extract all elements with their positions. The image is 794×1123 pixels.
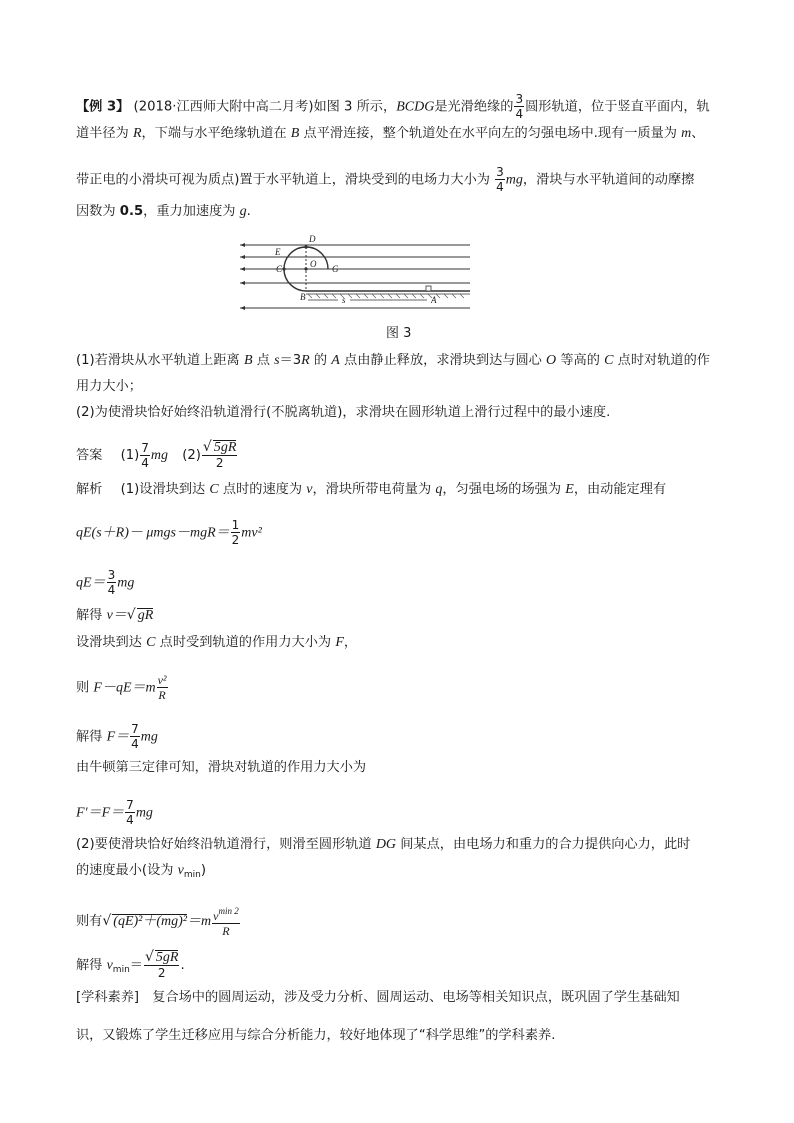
- solution-line-10: [76, 836, 690, 854]
- text: 解得: [76, 608, 107, 623]
- sqrt-sign: √: [202, 439, 212, 455]
- text: .: [246, 204, 251, 219]
- text: (2)要使滑块恰好始终沿轨道滑行，则滑至圆形轨道: [76, 837, 376, 852]
- text: (1): [120, 448, 140, 463]
- var: A: [331, 353, 340, 368]
- radicand: (qE)²＋(mg)²: [113, 914, 188, 929]
- figure-caption: 图 3: [386, 326, 412, 341]
- equation-min-speed: [76, 904, 241, 938]
- equation-right: mg: [117, 575, 135, 591]
- text: ，重力加速度为: [143, 204, 240, 219]
- var: mg: [150, 448, 169, 463]
- var: v: [213, 909, 219, 923]
- equation-force: [76, 568, 134, 597]
- numerator: 3: [496, 165, 504, 179]
- solve-F: [76, 722, 158, 751]
- superscript: min 2: [218, 906, 239, 916]
- text: 设滑块到达: [76, 635, 147, 650]
- numerator: [202, 440, 237, 456]
- text: 复合场中的圆周运动，涉及受力分析、圆周运动、电场等相关知识点，既巩固了学生基础知: [139, 990, 680, 1005]
- numerator: 7: [131, 722, 139, 736]
- literacy-line-1: [76, 989, 680, 1007]
- radicand: 5gR: [213, 440, 237, 455]
- text: 点: [252, 353, 275, 368]
- var-g: g: [239, 204, 247, 219]
- equation-left: F′＝F＝: [76, 805, 125, 821]
- text: 则: [76, 680, 94, 696]
- label-C: C: [276, 264, 283, 274]
- var: C: [146, 635, 156, 650]
- text: 点平滑连接，整个轨道处在水平向左的匀强电场中.现有一质量为: [299, 126, 682, 141]
- text: ，滑块与水平轨道间的动摩擦: [522, 172, 695, 188]
- text: 的速度最小(设为: [76, 863, 178, 878]
- denominator: R: [158, 688, 166, 702]
- answer-line: [76, 440, 238, 470]
- var-m: m: [681, 126, 692, 141]
- var: q: [435, 482, 443, 497]
- label-E: E: [275, 247, 281, 257]
- fraction-three-quarters: [514, 92, 524, 121]
- numerator: [212, 904, 240, 924]
- subscript: min: [112, 965, 130, 975]
- solution-line-1: [76, 481, 666, 499]
- equation-right: mv²: [241, 525, 262, 541]
- text: 是光滑绝缘的: [434, 99, 514, 115]
- text: ，匀强电场的场强为: [442, 482, 566, 497]
- numerator: 1: [231, 518, 240, 532]
- text: 点时对轨道的作: [613, 353, 710, 368]
- equation-left: qE(s＋R)－ μmgs－mgR＝: [76, 525, 230, 541]
- fraction: [130, 722, 140, 751]
- equation-newton3: [76, 798, 153, 827]
- var: C: [209, 482, 219, 497]
- var: mg: [140, 729, 158, 745]
- fraction: [212, 904, 240, 938]
- numerator: 7: [141, 440, 149, 455]
- denominator: R: [222, 924, 230, 938]
- literacy-line-2: 识，又锻炼了学生迁移应用与综合分析能力，较好地体现了“科学思维”的学科素养.: [76, 1028, 556, 1043]
- radicand: gR: [137, 608, 154, 623]
- sqrt-sign: √: [102, 913, 112, 929]
- fraction: [231, 518, 241, 547]
- equation-centripetal: [76, 673, 169, 702]
- text: 点时受到轨道的作用力大小为: [155, 635, 336, 650]
- fraction: [140, 441, 150, 470]
- question-1-cont: 用力大小；: [76, 379, 142, 394]
- text: ，下端与水平绝缘轨道在: [141, 126, 291, 141]
- var-R: R: [132, 126, 142, 141]
- solution-line-11: [76, 862, 206, 884]
- track-name: BCDG: [396, 99, 435, 115]
- var: v＝: [106, 608, 127, 623]
- text: ，由动能定理有: [573, 482, 667, 497]
- text: 因数为: [76, 204, 120, 219]
- var: C: [604, 353, 614, 368]
- question-1: [76, 352, 710, 370]
- var: O: [546, 353, 557, 368]
- var: B: [243, 353, 253, 368]
- solve-vmin: [76, 950, 185, 980]
- literacy-label: [学科素养]: [76, 990, 140, 1005]
- denominator: 4: [496, 180, 504, 194]
- text: 等高的: [556, 353, 605, 368]
- track-diagram: [238, 233, 478, 315]
- solution-line-8: 由牛顿第三定律可知，滑块对轨道的作用力大小为: [76, 760, 367, 775]
- numerator: [144, 950, 179, 966]
- text: 解得: [76, 729, 107, 745]
- text: ＝3: [279, 353, 302, 368]
- text: 如图 3 所示，: [313, 99, 397, 115]
- var: R: [301, 353, 310, 368]
- equation-energy: [76, 518, 262, 547]
- fraction: [144, 950, 179, 980]
- subscript: min: [183, 870, 201, 880]
- denominator: 4: [107, 583, 116, 597]
- var: DG: [375, 837, 397, 852]
- text: .: [180, 958, 185, 973]
- equation-left: F－qE＝m: [93, 680, 156, 696]
- text: (1)若滑块从水平轨道上距离: [76, 353, 244, 368]
- example-tag: 【例 3】: [76, 99, 130, 115]
- question-2: (2)为使滑块恰好始终沿轨道滑行(不脱离轨道)，求滑块在圆形轨道上滑行过程中的最小速度.: [76, 405, 611, 420]
- label-s: s: [342, 295, 346, 305]
- text: 、: [691, 126, 705, 141]
- var: F＝: [106, 729, 130, 745]
- label-O: O: [310, 259, 317, 269]
- fraction: [202, 440, 237, 470]
- text: 则有: [76, 914, 103, 929]
- solution-label: 解析: [76, 482, 103, 497]
- equation-right: ＝m: [187, 914, 212, 929]
- label-D: D: [309, 234, 316, 244]
- problem-line-3: [76, 165, 694, 194]
- text: 点由静止释放，求滑块到达与圆心: [339, 353, 547, 368]
- denominator: 4: [515, 107, 524, 121]
- fraction: [107, 568, 117, 597]
- text: ，滑块所带电荷量为: [312, 482, 436, 497]
- var: E: [565, 482, 574, 497]
- var: v: [106, 958, 113, 973]
- text: 间某点，由电场力和重力的合力提供向心力，此时: [396, 837, 691, 852]
- text: 带正电的小滑块可视为质点)置于水平轨道上，滑块受到的电场力大小为: [76, 172, 495, 188]
- numerator: 3: [515, 92, 524, 106]
- text: 圆形轨道，位于竖直平面内，轨: [525, 99, 710, 115]
- text: 点时的速度为: [218, 482, 307, 497]
- slider-block: [426, 286, 431, 291]
- text: ): [200, 863, 207, 878]
- example-source: (2018·江西师大附中高二月考): [133, 99, 314, 115]
- var: v: [177, 863, 184, 878]
- sqrt-sign: √: [126, 607, 136, 623]
- radicand: 5gR: [155, 950, 179, 965]
- text: 的: [309, 353, 332, 368]
- denominator: 2: [157, 966, 166, 980]
- problem-line-2: [76, 125, 704, 143]
- numerator: 3: [107, 568, 116, 582]
- denominator: 4: [126, 813, 134, 827]
- equation-left: qE＝: [76, 575, 106, 591]
- sqrt-sign: √: [144, 949, 154, 965]
- label-A: A: [431, 295, 437, 305]
- numerator: 7: [126, 798, 134, 812]
- problem-line-4: [76, 203, 251, 221]
- text: (1)设滑块到达: [120, 482, 210, 497]
- solution-line-5: [76, 634, 357, 652]
- problem-line-1: [76, 92, 710, 121]
- label-G: G: [332, 264, 339, 274]
- text: 解得: [76, 958, 107, 973]
- solve-v: [76, 606, 153, 625]
- denominator: 4: [131, 737, 139, 751]
- text: 道半径为: [76, 126, 133, 141]
- var: v: [306, 482, 313, 497]
- denominator: 2: [231, 533, 240, 547]
- friction-value: 0.5: [119, 204, 144, 219]
- var: s: [274, 353, 280, 368]
- fraction: [157, 673, 168, 702]
- var: mg: [135, 805, 153, 821]
- label-B: B: [300, 292, 306, 302]
- numerator: v²: [157, 673, 167, 687]
- text: ，: [343, 635, 358, 650]
- var-B: B: [290, 126, 300, 141]
- denominator: 2: [215, 456, 224, 470]
- answer-label: 答案: [76, 448, 103, 463]
- text: ＝: [129, 958, 143, 973]
- var: F: [335, 635, 344, 650]
- var-mg: mg: [505, 172, 523, 188]
- fraction-three-quarters: [495, 165, 505, 194]
- text: (2): [182, 448, 201, 463]
- denominator: 4: [141, 455, 149, 470]
- fraction: [125, 798, 135, 827]
